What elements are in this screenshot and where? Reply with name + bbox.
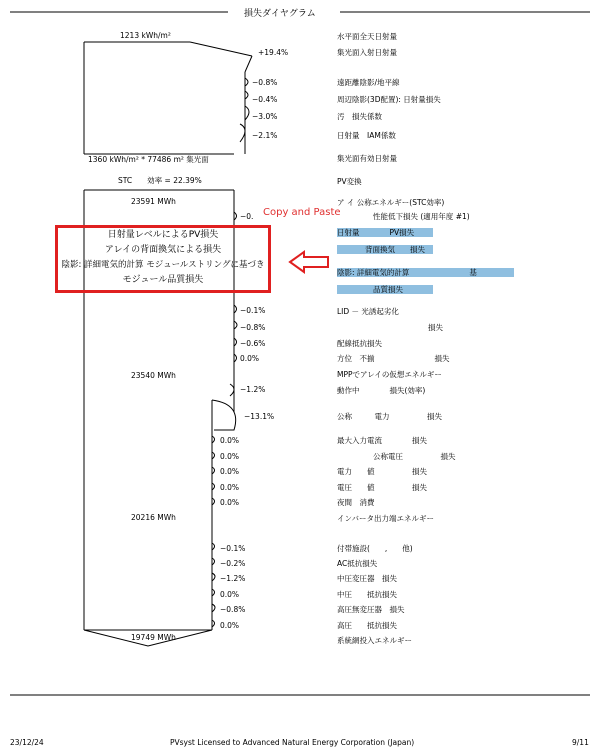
loss-pct: −0.4%	[252, 95, 278, 104]
loss-pct: +19.4%	[258, 48, 289, 57]
loss-pct: −0.8%	[220, 605, 246, 614]
footer-date: 23/12/24	[10, 738, 44, 747]
loss-label: MPPでアレイの仮想エネルギー	[337, 370, 442, 379]
loss-label: 公称電圧 損失	[373, 452, 456, 461]
callout-line: 日射量レベルによるPV損失	[107, 230, 219, 240]
loss-label: 集光面有効日射量	[337, 154, 397, 163]
loss-pct: −0.8%	[252, 78, 278, 87]
loss-pct: −3.0%	[252, 112, 278, 121]
loss-label: 損失	[428, 323, 443, 332]
loss-label: インバータ出力端エネルギー	[337, 514, 434, 523]
loss-label: 中圧変圧器 損失	[337, 574, 397, 583]
callout-line: アレイの背面換気による損失	[104, 245, 222, 255]
loss-pct: −2.1%	[252, 131, 278, 140]
loss-label: 配線抵抗損失	[337, 339, 382, 348]
loss-label: 集光面入射日射量	[337, 48, 397, 57]
loss-pct: 0.0%	[220, 590, 240, 599]
loss-label: 性能低下損失 (適用年度 #1)	[373, 212, 470, 221]
loss-pct: −0.1%	[240, 306, 266, 315]
loss-pct: −1.2%	[220, 574, 246, 583]
loss-label: 最大入力電流 損失	[337, 436, 427, 445]
loss-label: PV変換	[337, 177, 362, 186]
loss-label: 付帯施設( , 他)	[337, 544, 413, 553]
loss-label: 方位 不揃 損失	[337, 354, 450, 363]
footer-license: PVsyst Licensed to Advanced Natural Energy Corporation (Japan)	[170, 738, 415, 747]
callout-line: モジュール品質損失	[122, 275, 204, 285]
loss-pct: 0.0%	[220, 436, 240, 445]
loss-label: 公称 電力 損失	[337, 412, 442, 421]
loss-pct: −0.8%	[240, 323, 266, 332]
loss-pct: 0.0%	[220, 483, 240, 492]
collector-irradiance-value: 1360 kWh/m² * 77486 m² 集光面	[88, 155, 209, 164]
stc-efficiency: STC 効率 = 22.39%	[118, 176, 202, 185]
loss-pct: −13.1%	[244, 412, 275, 421]
loss-label-highlight: 日射量 PV損失	[337, 228, 433, 237]
callout-line: 陰影: 詳細電気的計算 モジュールストリングに基づき	[61, 260, 265, 270]
loss-label: 汚 損失係数	[337, 112, 382, 121]
loss-pct: 0.0%	[240, 354, 260, 363]
loss-label: 中圧 抵抗損失	[337, 590, 397, 599]
loss-label-highlight: 陰影: 詳細電気的計算 基	[337, 268, 514, 277]
callout-box	[55, 225, 271, 293]
loss-label: 夜間 消費	[337, 498, 375, 507]
loss-label: AC抵抗損失	[337, 559, 378, 568]
loss-label: 周辺陰影(3D配置): 日射量損失	[337, 95, 441, 104]
loss-label: 遠距離陰影/地平線	[337, 78, 400, 87]
grid-energy-value: 19749 MWh	[131, 633, 176, 642]
loss-pct: −0.	[240, 212, 254, 221]
loss-label: 日射量 IAM係数	[337, 131, 396, 140]
loss-pct: −1.2%	[240, 385, 266, 394]
loss-pct: −0.6%	[240, 339, 266, 348]
loss-pct: 0.0%	[220, 621, 240, 630]
loss-pct: 0.0%	[220, 498, 240, 507]
loss-label: 高圧無変圧器 損失	[337, 605, 405, 614]
loss-label: LID － 光誘起劣化	[337, 307, 399, 316]
loss-pct: −0.1%	[220, 544, 246, 553]
loss-label: 電力 値 損失	[337, 467, 427, 476]
page-title: 損失ダイヤグラム	[244, 9, 316, 19]
loss-label-highlight: 背面換気 損失	[337, 245, 433, 254]
loss-label: 電圧 値 損失	[337, 483, 427, 492]
nominal-energy-value: 23591 MWh	[131, 197, 176, 206]
mpp-energy-value: 23540 MWh	[131, 371, 176, 380]
loss-pct: −0.2%	[220, 559, 246, 568]
loss-pct: 0.0%	[220, 467, 240, 476]
footer-page-number: 9/11	[572, 738, 589, 747]
loss-label: 系統網投入エネルギー	[337, 636, 412, 645]
loss-label: ア イ 公称エネルギー(STC効率)	[337, 198, 445, 207]
loss-label: 動作中 損失(効率)	[337, 386, 426, 395]
copy-paste-note: Copy and Paste	[263, 207, 341, 218]
loss-label: 高圧 抵抗損失	[337, 621, 397, 630]
loss-label: 水平面全天日射量	[337, 32, 397, 41]
loss-label-highlight: 品質損失	[337, 285, 433, 294]
loss-pct: 0.0%	[220, 452, 240, 461]
inverter-output-value: 20216 MWh	[131, 513, 176, 522]
horizontal-irradiance-value: 1213 kWh/m²	[120, 31, 171, 40]
